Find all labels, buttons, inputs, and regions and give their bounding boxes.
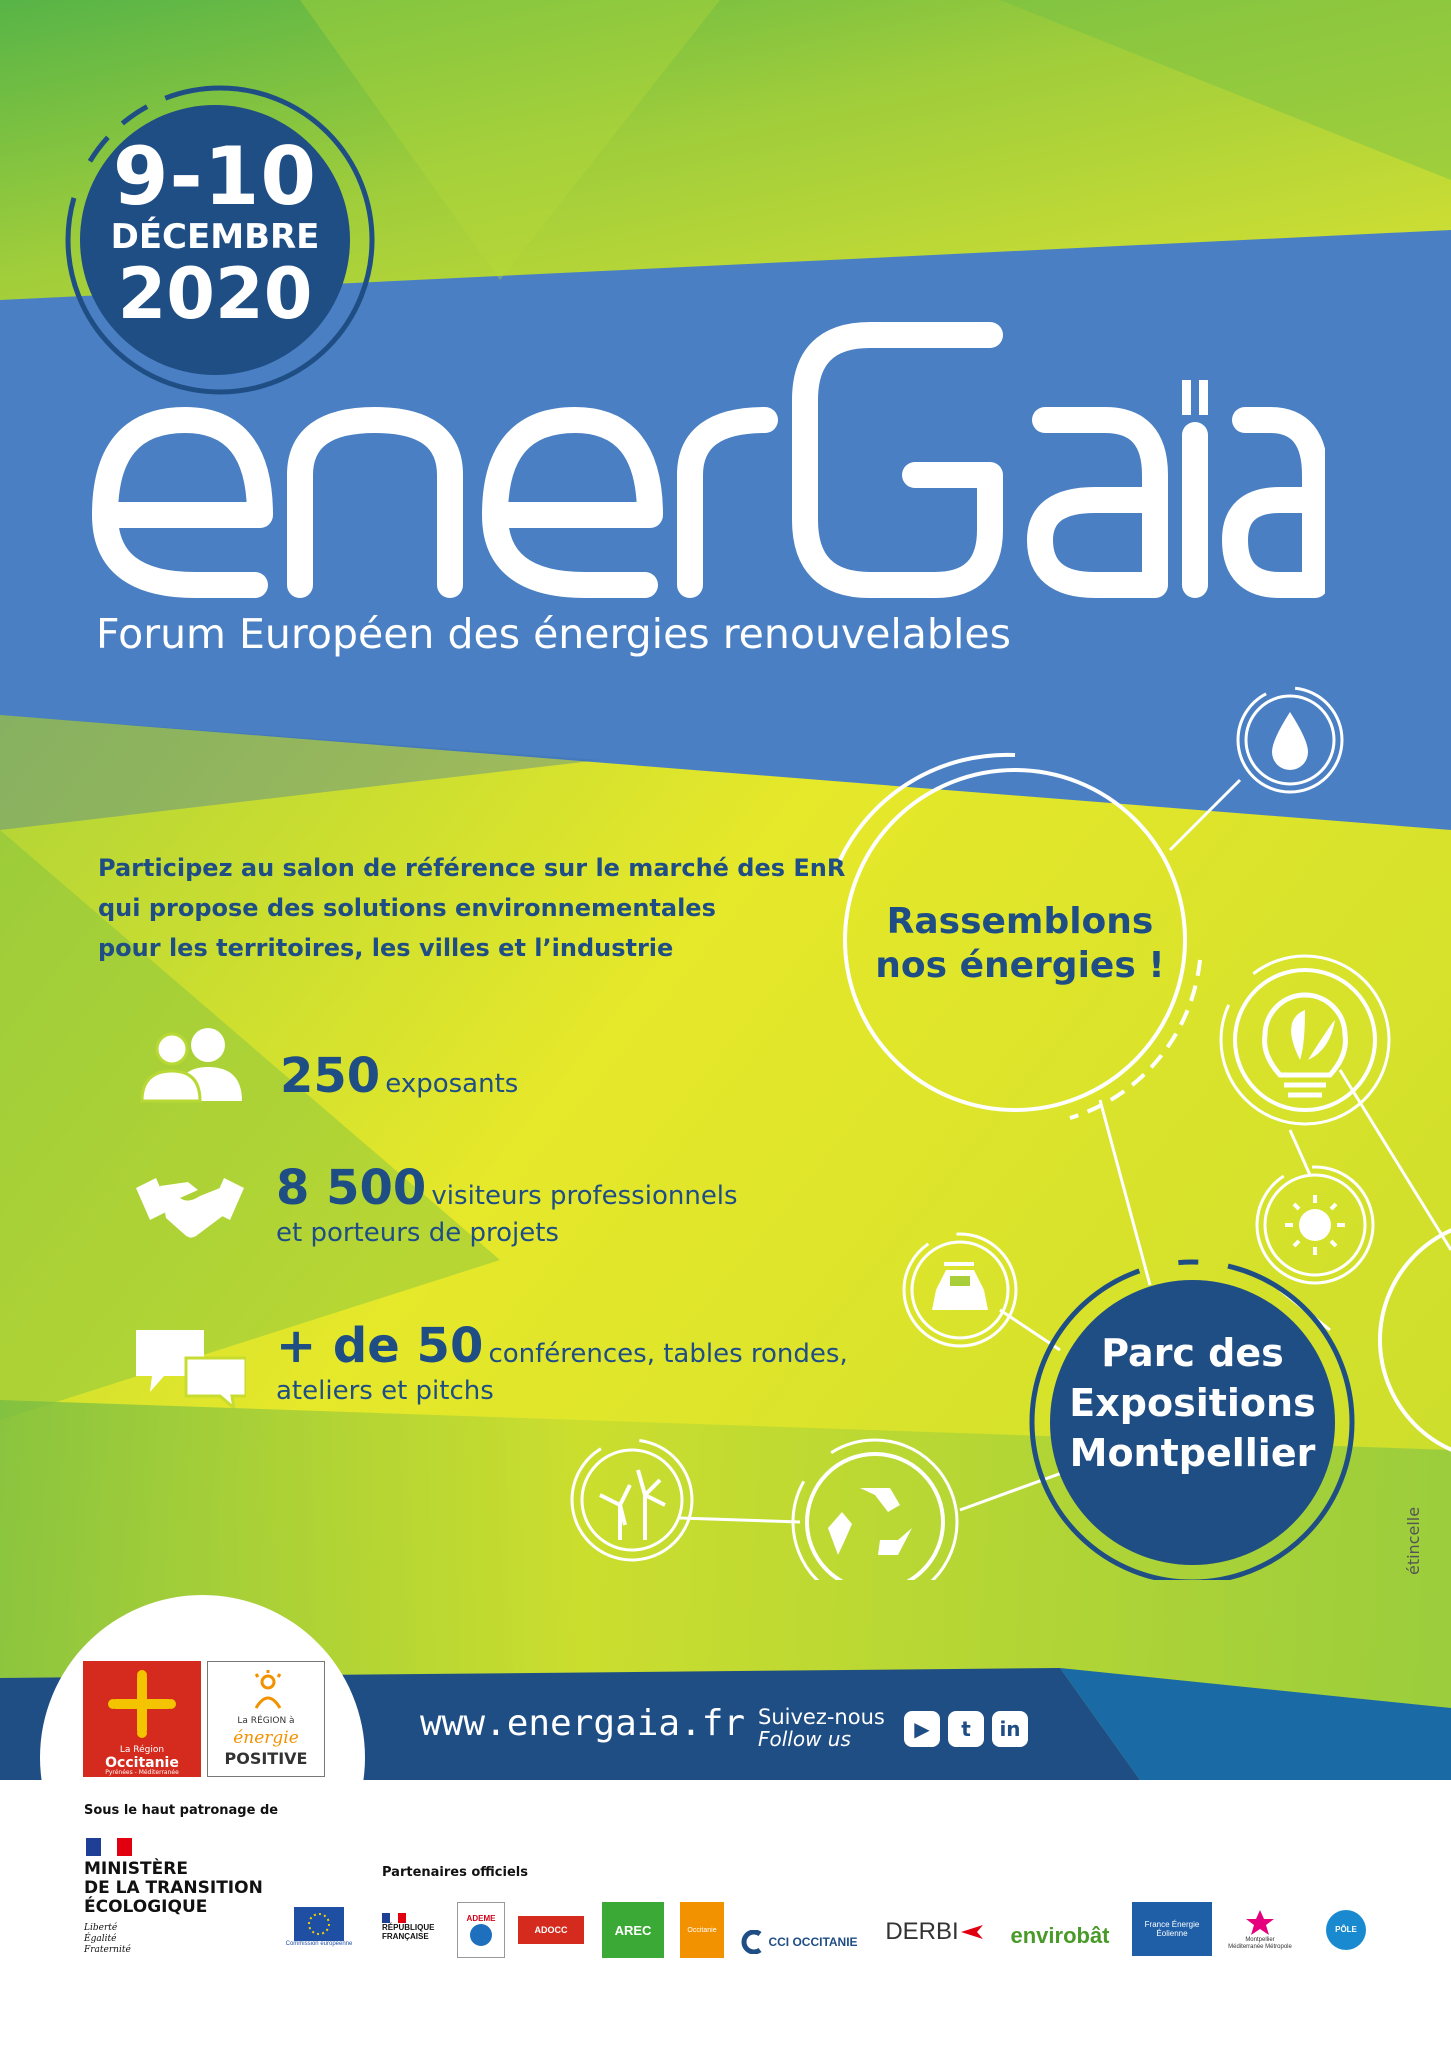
- energy-figure-icon: [248, 1668, 288, 1712]
- water-drop-icon: [1272, 712, 1308, 770]
- stat-label: exposants: [385, 1069, 519, 1099]
- event-subtitle: Forum Européen des énergies renouvelables: [96, 610, 1011, 658]
- people-icon: [138, 1025, 248, 1103]
- stat-value: 8 500: [276, 1160, 427, 1216]
- partner-name: RÉPUBLIQUE FRANÇAISE: [382, 1923, 435, 1941]
- venue-line: Montpellier: [1069, 1431, 1316, 1475]
- star-icon: [1245, 1909, 1275, 1937]
- youtube-icon[interactable]: ▶: [904, 1711, 940, 1747]
- speech-bubbles-icon: [136, 1330, 246, 1408]
- partner-logo-adocc: ADOCC: [518, 1916, 584, 1944]
- ministry-line: DE LA TRANSITION: [84, 1878, 263, 1898]
- globe-icon: [469, 1923, 493, 1947]
- partner-logo-cci: [738, 1922, 860, 1962]
- occitanie-logo: [83, 1661, 201, 1777]
- ministry-logo: [84, 1838, 263, 1956]
- stat-label: visiteurs professionnels: [431, 1181, 738, 1211]
- twitter-icon[interactable]: t: [948, 1711, 984, 1747]
- date-days: 9-10: [112, 130, 318, 223]
- partner-logo-envirobat: envirobât: [1010, 1923, 1110, 1948]
- partners-label: Partenaires officiels: [382, 1865, 528, 1880]
- partner-logo-arec: AREC: [602, 1902, 664, 1958]
- energaia-logo: [85, 290, 1325, 620]
- partner-logo-fee: France Énergie Éolienne: [1132, 1902, 1212, 1956]
- stat-label-line2: ateliers et pitchs: [276, 1376, 494, 1406]
- positive-line: énergie: [233, 1728, 299, 1748]
- website-link[interactable]: www.energaia.fr: [420, 1703, 746, 1744]
- partner-name: PÔLE MER: [1326, 1910, 1366, 1950]
- partner-logo-pole-mer: [1308, 1902, 1384, 1974]
- stat-label: conférences, tables rondes,: [488, 1339, 848, 1369]
- motto-line: Liberté: [84, 1923, 118, 1933]
- intro-line: Participez au salon de référence sur le marché des EnR: [98, 854, 846, 882]
- slogan: [870, 900, 1170, 988]
- intro-line: pour les territoires, les villes et l’industrie: [98, 934, 674, 962]
- positive-line: La RÉGION à: [237, 1716, 295, 1726]
- agency-credit: étincelle: [1404, 1506, 1423, 1575]
- cci-mark-icon: [740, 1930, 764, 1954]
- french-flag-icon: [382, 1913, 406, 1923]
- ministry-line: MINISTÈRE: [84, 1859, 188, 1879]
- partner-logo-eu: [275, 1902, 363, 1952]
- partner-name: DERBI: [885, 1918, 959, 1945]
- partner-name: ADEME: [466, 1913, 496, 1923]
- motto-line: Égalité: [84, 1934, 117, 1944]
- eu-flag-icon: [294, 1907, 344, 1941]
- follow-fr: Suivez-nous: [758, 1705, 885, 1729]
- motto-line: Fraternité: [84, 1945, 131, 1955]
- handshake-icon: [136, 1170, 244, 1240]
- plane-icon: [959, 1919, 985, 1945]
- date-year: 2020: [117, 253, 313, 335]
- positive-line: POSITIVE: [224, 1749, 308, 1768]
- follow-us: [758, 1706, 885, 1750]
- linkedin-icon[interactable]: in: [992, 1711, 1028, 1747]
- partner-logo-republique: [382, 1902, 446, 1952]
- slogan-line: nos énergies !: [875, 945, 1165, 986]
- stat-value: + de 50: [276, 1318, 484, 1374]
- partner-name: CCI OCCITANIE: [768, 1935, 858, 1949]
- occitanie-line: Occitanie: [105, 1755, 179, 1771]
- stat-value: 250: [280, 1048, 381, 1104]
- occitan-cross-icon: [107, 1669, 177, 1739]
- occitanie-line: La Région: [119, 1745, 165, 1755]
- partner-logo-occitanie: Occitanie: [680, 1902, 724, 1958]
- region-positive-logo: [207, 1661, 325, 1777]
- partner-name: Commission européenne: [285, 1941, 353, 1947]
- venue-name: [1050, 1328, 1335, 1478]
- occitanie-line: Pyrénées - Méditerranée: [105, 1769, 179, 1776]
- ministry-line: ÉCOLOGIQUE: [84, 1897, 208, 1917]
- venue-line: Expositions: [1069, 1381, 1316, 1425]
- partner-logo-montpellier: [1228, 1902, 1292, 1958]
- partner-logo-derbi: [880, 1910, 990, 1954]
- follow-en: Follow us: [758, 1727, 851, 1751]
- intro-line: qui propose des solutions environnementales: [98, 894, 716, 922]
- date-month: DÉCEMBRE: [110, 217, 320, 257]
- slogan-line: Rassemblons: [886, 901, 1154, 942]
- patronage-label: Sous le haut patronage de: [84, 1803, 279, 1818]
- venue-line: Parc des: [1101, 1331, 1284, 1375]
- stat-exposants: [280, 1048, 518, 1104]
- partner-name: Montpellier Méditerranée Métropole: [1228, 1937, 1292, 1950]
- partner-logo-ademe: [457, 1902, 505, 1958]
- french-flag-icon: [86, 1838, 132, 1856]
- stat-label-line2: et porteurs de projets: [276, 1218, 559, 1248]
